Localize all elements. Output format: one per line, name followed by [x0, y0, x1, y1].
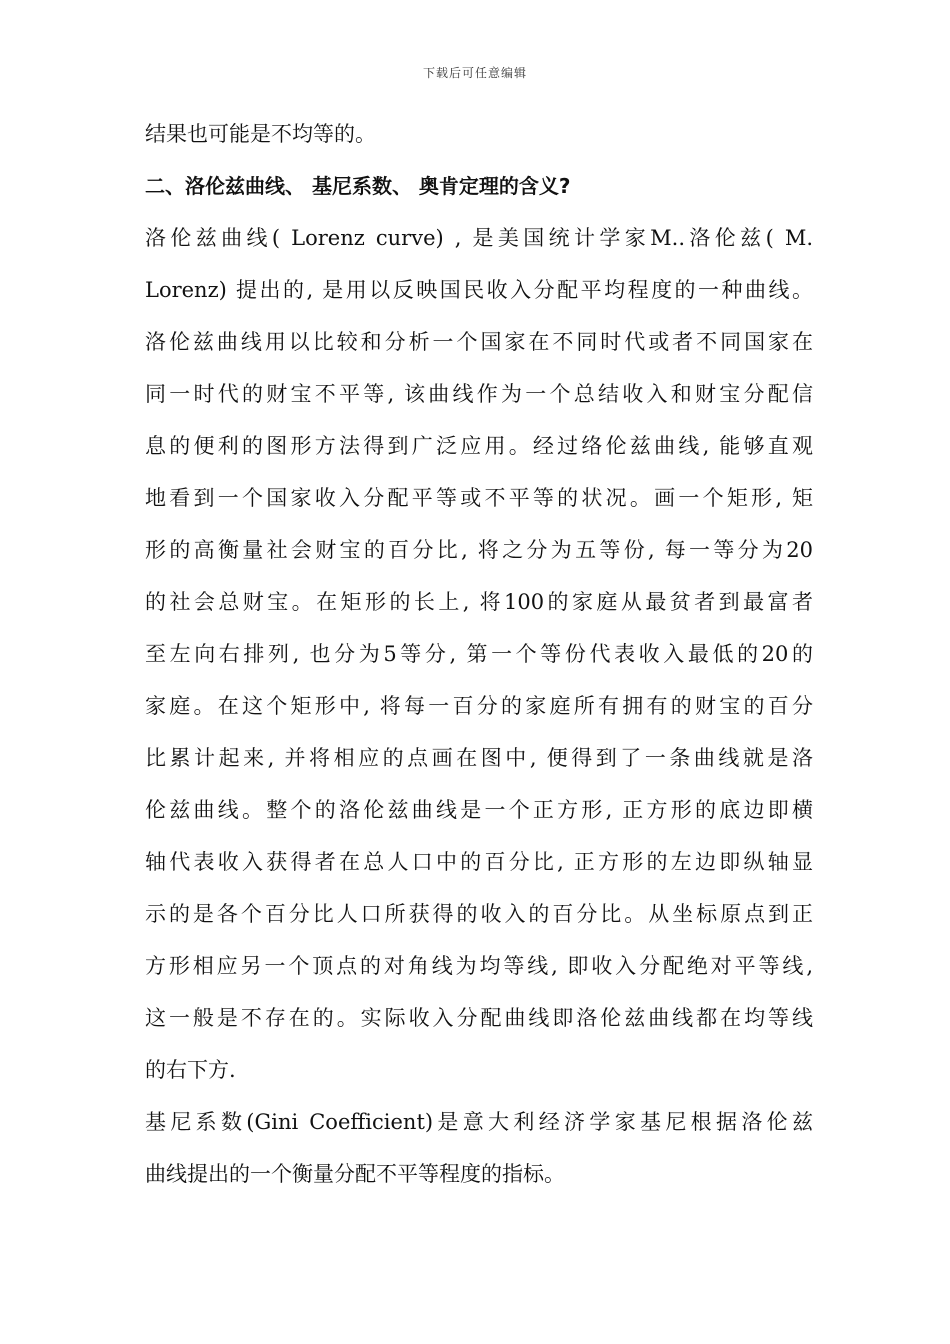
document-body: [145, 108, 813, 1200]
text-line-8: 地看到一个国家收入分配平等或不平等的状况。画一个矩形, 矩: [145, 486, 813, 510]
text-line-4: Lorenz) 提出的, 是用以反映国民收入分配平均程度的一种曲线。: [145, 278, 813, 302]
text-line-9: 形的高衡量社会财宝的百分比, 将之分为五等份, 每一等分为20: [145, 538, 813, 562]
text-line-7: 息的便利的图形方法得到广泛应用。经过络伦兹曲线, 能够直观: [145, 434, 813, 458]
text-line-12: 家庭。在这个矩形中, 将每一百分的家庭所有拥有的财宝的百分: [145, 694, 813, 718]
text-line-10: 的社会总财宝。在矩形的长上, 将100的家庭从最贫者到最富者: [145, 590, 813, 614]
text-line-3: 洛伦兹曲线( Lorenz curve) , 是美国统计学家M..洛伦兹( M.: [145, 226, 813, 250]
text-line-20: 基尼系数(Gini Coefficient)是意大利经济学家基尼根据洛伦兹: [145, 1110, 813, 1134]
text-line-13: 比累计起来, 并将相应的点画在图中, 便得到了一条曲线就是洛: [145, 746, 813, 770]
text-line-16: 示的是各个百分比人口所获得的收入的百分比。从坐标原点到正: [145, 902, 813, 926]
text-line-11: 至左向右排列, 也分为5等分, 第一个等份代表收入最低的20的: [145, 642, 813, 666]
text-line-17: 方形相应另一个顶点的对角线为均等线, 即收入分配绝对平等线,: [145, 954, 813, 978]
text-line-5: 洛伦兹曲线用以比较和分析一个国家在不同时代或者不同国家在: [145, 330, 813, 354]
text-line-21: 曲线提出的一个衡量分配不平等程度的指标。: [145, 1162, 565, 1186]
text-line-19: 的右下方.: [145, 1058, 236, 1082]
text-line-18: 这一般是不存在的。实际收入分配曲线即洛伦兹曲线都在均等线: [145, 1006, 813, 1030]
text-line-1: 结果也可能是不均等的。: [145, 122, 376, 146]
header-note: 下载后可任意编辑: [422, 66, 527, 80]
text-line-6: 同一时代的财宝不平等, 该曲线作为一个总结收入和财宝分配信: [145, 382, 813, 406]
section-heading: 二、洛伦兹曲线、 基尼系数、 奥肯定理的含义?: [145, 174, 571, 198]
text-line-15: 轴代表收入获得者在总人口中的百分比, 正方形的左边即纵轴显: [145, 850, 813, 874]
text-line-14: 伦兹曲线。整个的洛伦兹曲线是一个正方形, 正方形的底边即横: [145, 798, 813, 822]
